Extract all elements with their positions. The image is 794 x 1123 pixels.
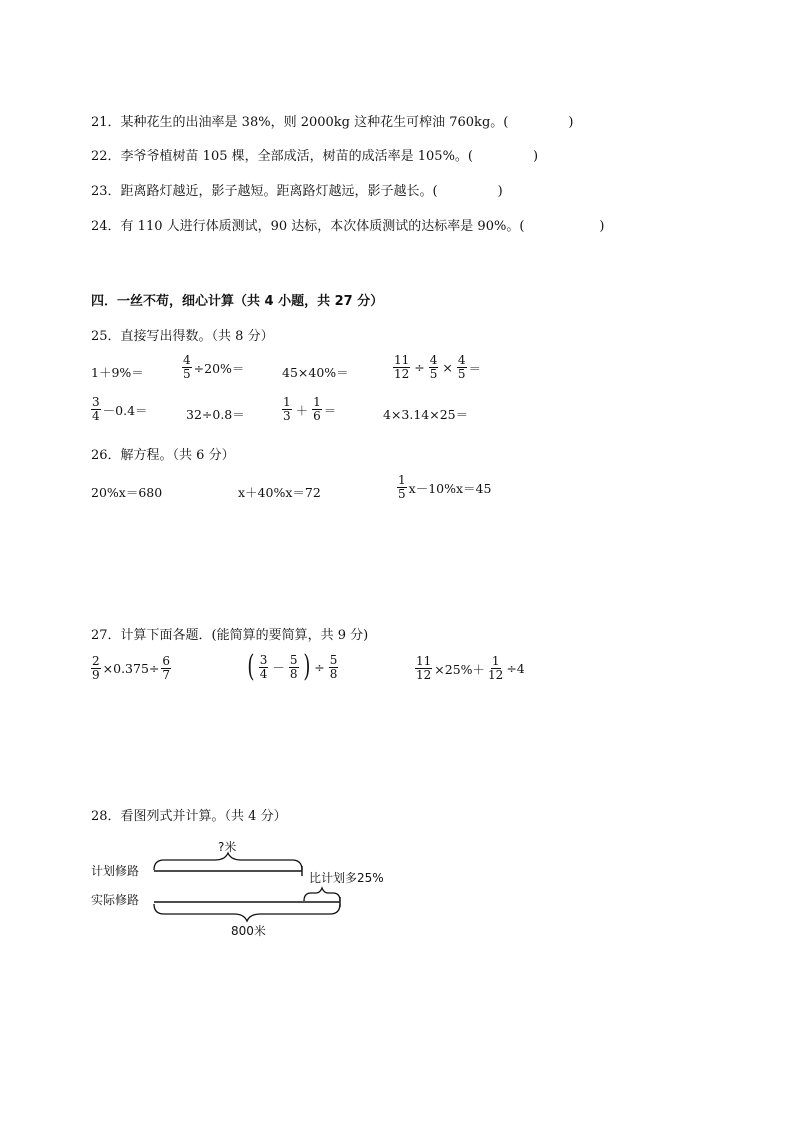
numerator: 11 — [416, 654, 432, 668]
top-brace — [154, 853, 302, 870]
q27-expr-1-text: ×0.375÷ — [102, 661, 160, 676]
numerator: 2 — [92, 654, 100, 668]
q25-expr-2 — [180, 354, 244, 381]
q27-expr-3-end: ÷4 — [506, 661, 525, 676]
numerator: 4 — [457, 353, 466, 367]
question-24-close: ) — [599, 219, 605, 234]
fraction — [429, 354, 439, 381]
numerator: 4 — [429, 353, 438, 367]
question-23 — [91, 180, 503, 199]
fraction — [397, 474, 407, 501]
denominator: 8 — [289, 666, 298, 681]
denominator: 12 — [394, 367, 410, 381]
numerator: 11 — [394, 353, 410, 367]
operator: ÷ — [414, 360, 425, 375]
numerator: 1 — [398, 473, 406, 487]
equals: ＝ — [468, 360, 482, 376]
q25-expr-5 — [89, 396, 148, 423]
bottom-brace — [154, 904, 340, 921]
question-22 — [91, 145, 538, 164]
question-23-text: 23．距离路灯越近，影子越短。距离路灯越远，影子越长。( — [91, 184, 438, 199]
fraction — [91, 396, 101, 423]
denominator: 8 — [329, 666, 338, 681]
q26-equation-2-text: x＋40%x＝72 — [238, 485, 321, 500]
denominator: 5 — [429, 367, 438, 381]
question-22-close: ) — [533, 149, 539, 164]
right-paren: ) — [302, 649, 310, 684]
numerator: 1 — [491, 654, 500, 668]
left-paren: ( — [247, 649, 255, 684]
question-24 — [91, 215, 604, 234]
fraction — [393, 354, 410, 381]
denominator: 12 — [488, 668, 504, 682]
q25-expr-7 — [280, 396, 336, 423]
denominator: 6 — [313, 409, 321, 423]
q25-expr-8-text: 4×3.14×25＝ — [383, 407, 469, 422]
denominator: 5 — [457, 367, 466, 381]
operator: × — [442, 360, 453, 375]
extra-label: 比计划多25% — [309, 871, 384, 885]
q27-expr-1 — [89, 655, 173, 682]
numerator: 1 — [313, 395, 321, 409]
plan-label: 计划修路 — [91, 864, 140, 878]
q26-equation-3 — [395, 474, 491, 501]
question-27-title: 27．计算下面各题．(能简算的要简算，共 9 分) — [91, 628, 369, 643]
fraction — [415, 655, 432, 682]
q26-equation-1-text: 20%x＝680 — [91, 485, 163, 500]
fraction — [289, 654, 299, 681]
bottom-length-label: 800米 — [231, 924, 266, 938]
q27-expr-2 — [245, 649, 340, 684]
denominator: 7 — [162, 668, 171, 682]
q25-expr-3-text: 45×40%＝ — [282, 365, 349, 380]
q25-expr-4 — [391, 354, 481, 381]
fraction — [329, 654, 339, 681]
q26-equation-3-text: x－10%x＝45 — [408, 480, 492, 496]
question-23-close: ) — [497, 184, 503, 199]
q26-equation-2 — [238, 483, 321, 501]
operator: ÷ — [314, 659, 325, 675]
numerator: 3 — [259, 652, 268, 667]
q27-expr-3 — [413, 655, 525, 682]
denominator: 3 — [283, 409, 291, 423]
extra-brace — [304, 888, 340, 901]
operator: － — [272, 660, 285, 675]
question-25-title: 25．直接写出得数。（共 8 分） — [91, 329, 274, 344]
line-segment-diagram — [90, 833, 410, 943]
denominator: 4 — [92, 409, 100, 423]
actual-label: 实际修路 — [91, 893, 140, 907]
fraction — [282, 396, 292, 423]
fraction — [487, 655, 504, 682]
question-28-title: 28．看图列式并计算。（共 4 分） — [91, 809, 287, 824]
q26-equation-1 — [91, 483, 162, 501]
question-24-text: 24．有 110 人进行体质测试，90 达标，本次体质测试的达标率是 90%。( — [91, 219, 525, 234]
denominator: 9 — [92, 668, 100, 682]
q25-expr-1-text: 1＋9%＝ — [91, 365, 144, 380]
q27-expr-3-text: ×25%＋ — [434, 661, 486, 677]
numerator: 1 — [283, 395, 291, 409]
fraction — [312, 396, 322, 423]
q25-expr-3 — [282, 363, 349, 381]
numerator: 3 — [92, 395, 100, 409]
section-4-title: 四．一丝不苟，细心计算（共 4 小题，共 27 分） — [91, 294, 384, 309]
numerator: 4 — [183, 353, 191, 367]
q25-expr-8 — [383, 405, 468, 423]
denominator: 4 — [259, 666, 268, 681]
fraction — [457, 354, 467, 381]
equals: ＝ — [323, 402, 337, 418]
numerator: 5 — [329, 652, 338, 667]
fraction — [182, 354, 192, 381]
q25-expr-6-text: 32÷0.8＝ — [186, 407, 245, 422]
numerator: 6 — [162, 654, 171, 668]
question-26-title: 26．解方程。（共 6 分） — [91, 448, 235, 463]
operator: ＋ — [295, 402, 309, 418]
q25-expr-1 — [91, 363, 144, 381]
q25-expr-2-text: ÷20%＝ — [193, 360, 245, 376]
fraction — [91, 655, 101, 682]
q25-expr-5-text: －0.4＝ — [102, 402, 148, 418]
question-21 — [91, 111, 573, 130]
question-21-close: ) — [568, 115, 574, 130]
q25-expr-6 — [186, 405, 245, 423]
denominator: 12 — [416, 668, 432, 682]
numerator: 5 — [289, 652, 298, 667]
denominator: 5 — [183, 367, 191, 381]
top-length-label: ?米 — [218, 840, 237, 854]
question-22-text: 22．李爷爷植树苗 105 棵，全部成活，树苗的成活率是 105%。( — [91, 149, 473, 164]
fraction — [259, 654, 269, 681]
denominator: 5 — [398, 487, 406, 501]
question-21-text: 21．某种花生的出油率是 38%，则 2000kg 这种花生可榨油 760kg。( — [91, 115, 509, 130]
fraction — [161, 655, 171, 682]
